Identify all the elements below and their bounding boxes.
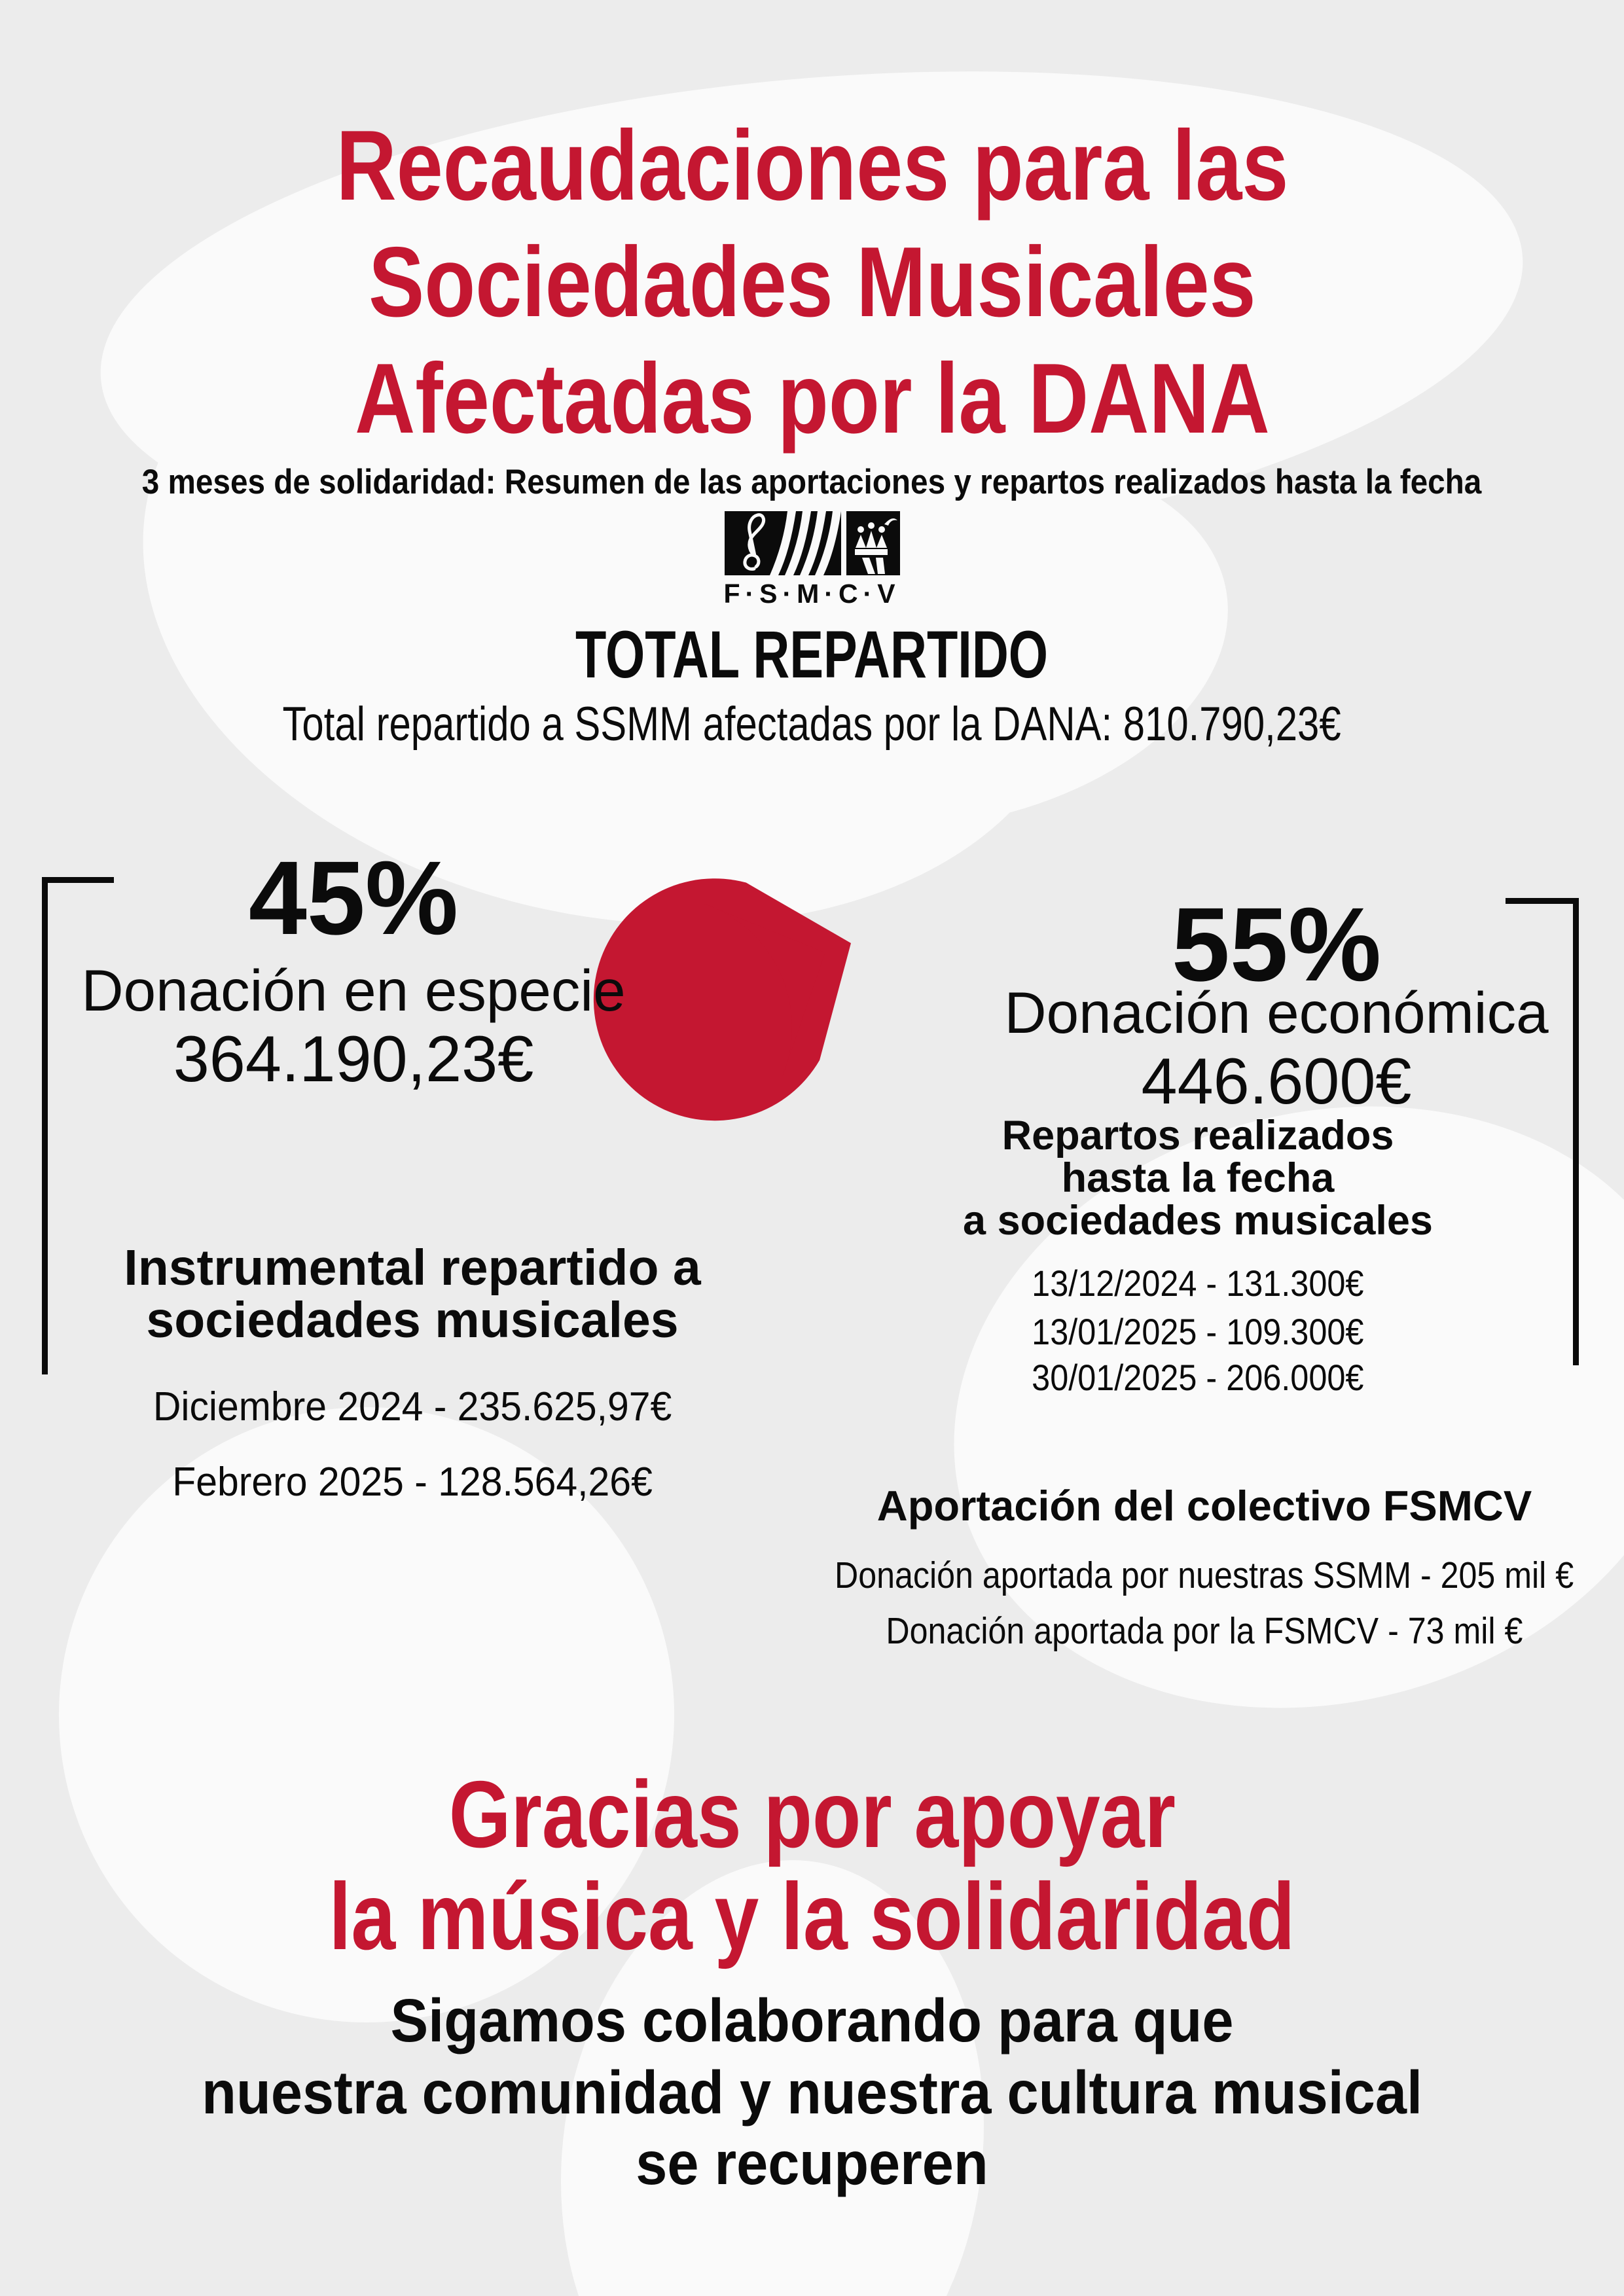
closing-line-1: Sigamos colaborando para que	[390, 1986, 1234, 2054]
repartos-item-1: 13/12/2024 - 131.300€	[1032, 1263, 1364, 1304]
closing-line-3: se recuperen	[636, 2129, 988, 2197]
left-percent: 45%	[248, 839, 459, 956]
right-percent-label: Donación económica	[1004, 980, 1549, 1045]
aportacion-heading: Aportación del colectivo FSMCV	[876, 1482, 1532, 1530]
subtitle: 3 meses de solidaridad: Resumen de las aportaciones y repartos realizados hasta la fecha	[142, 463, 1482, 501]
page-title-line-1: Recaudaciones para las	[336, 110, 1288, 221]
closing-line-2: nuestra comunidad y nuestra cultura musical	[202, 2058, 1422, 2126]
aportacion-item-1: Donación aportada por nuestras SSMM - 205 mil €	[835, 1554, 1574, 1596]
instrumental-heading-line-2: sociedades musicales	[146, 1292, 679, 1348]
thanks-line-1: Gracias por apoyar	[448, 1761, 1176, 1867]
page-title-line-2: Sociedades Musicales	[368, 226, 1256, 338]
fsmcv-logo-caption: F·S·M·C·V	[723, 579, 901, 609]
page-title-line-3: Afectadas por la DANA	[354, 343, 1270, 454]
instrumental-heading-line-1: Instrumental repartido a	[124, 1240, 701, 1296]
right-bracket-vertical	[1573, 898, 1579, 1365]
total-line: Total repartido a SSMM afectadas por la DANA: 810.790,23€	[282, 698, 1342, 751]
repartos-item-2: 13/01/2025 - 109.300€	[1032, 1311, 1364, 1352]
thanks-line-2: la música y la solidaridad	[329, 1863, 1295, 1969]
repartos-item-3: 30/01/2025 - 206.000€	[1032, 1357, 1364, 1398]
aportacion-item-2: Donación aportada por la FSMCV - 73 mil €	[886, 1610, 1523, 1652]
repartos-heading-line-3: a sociedades musicales	[963, 1198, 1433, 1244]
right-percent: 55%	[1171, 886, 1382, 1003]
repartos-heading-line-2: hasta la fecha	[1061, 1155, 1335, 1201]
right-percent-amount: 446.600€	[1141, 1045, 1412, 1117]
left-percent-amount: 364.190,23€	[173, 1022, 534, 1095]
total-heading: TOTAL REPARTIDO	[575, 617, 1049, 692]
left-bracket-vertical	[42, 877, 48, 1374]
instrumental-item-1: Diciembre 2024 - 235.625,97€	[153, 1384, 672, 1429]
repartos-heading-line-1: Repartos realizados	[1001, 1113, 1394, 1158]
instrumental-item-2: Febrero 2025 - 128.564,26€	[172, 1460, 653, 1505]
left-percent-label: Donación en especie	[81, 958, 626, 1023]
